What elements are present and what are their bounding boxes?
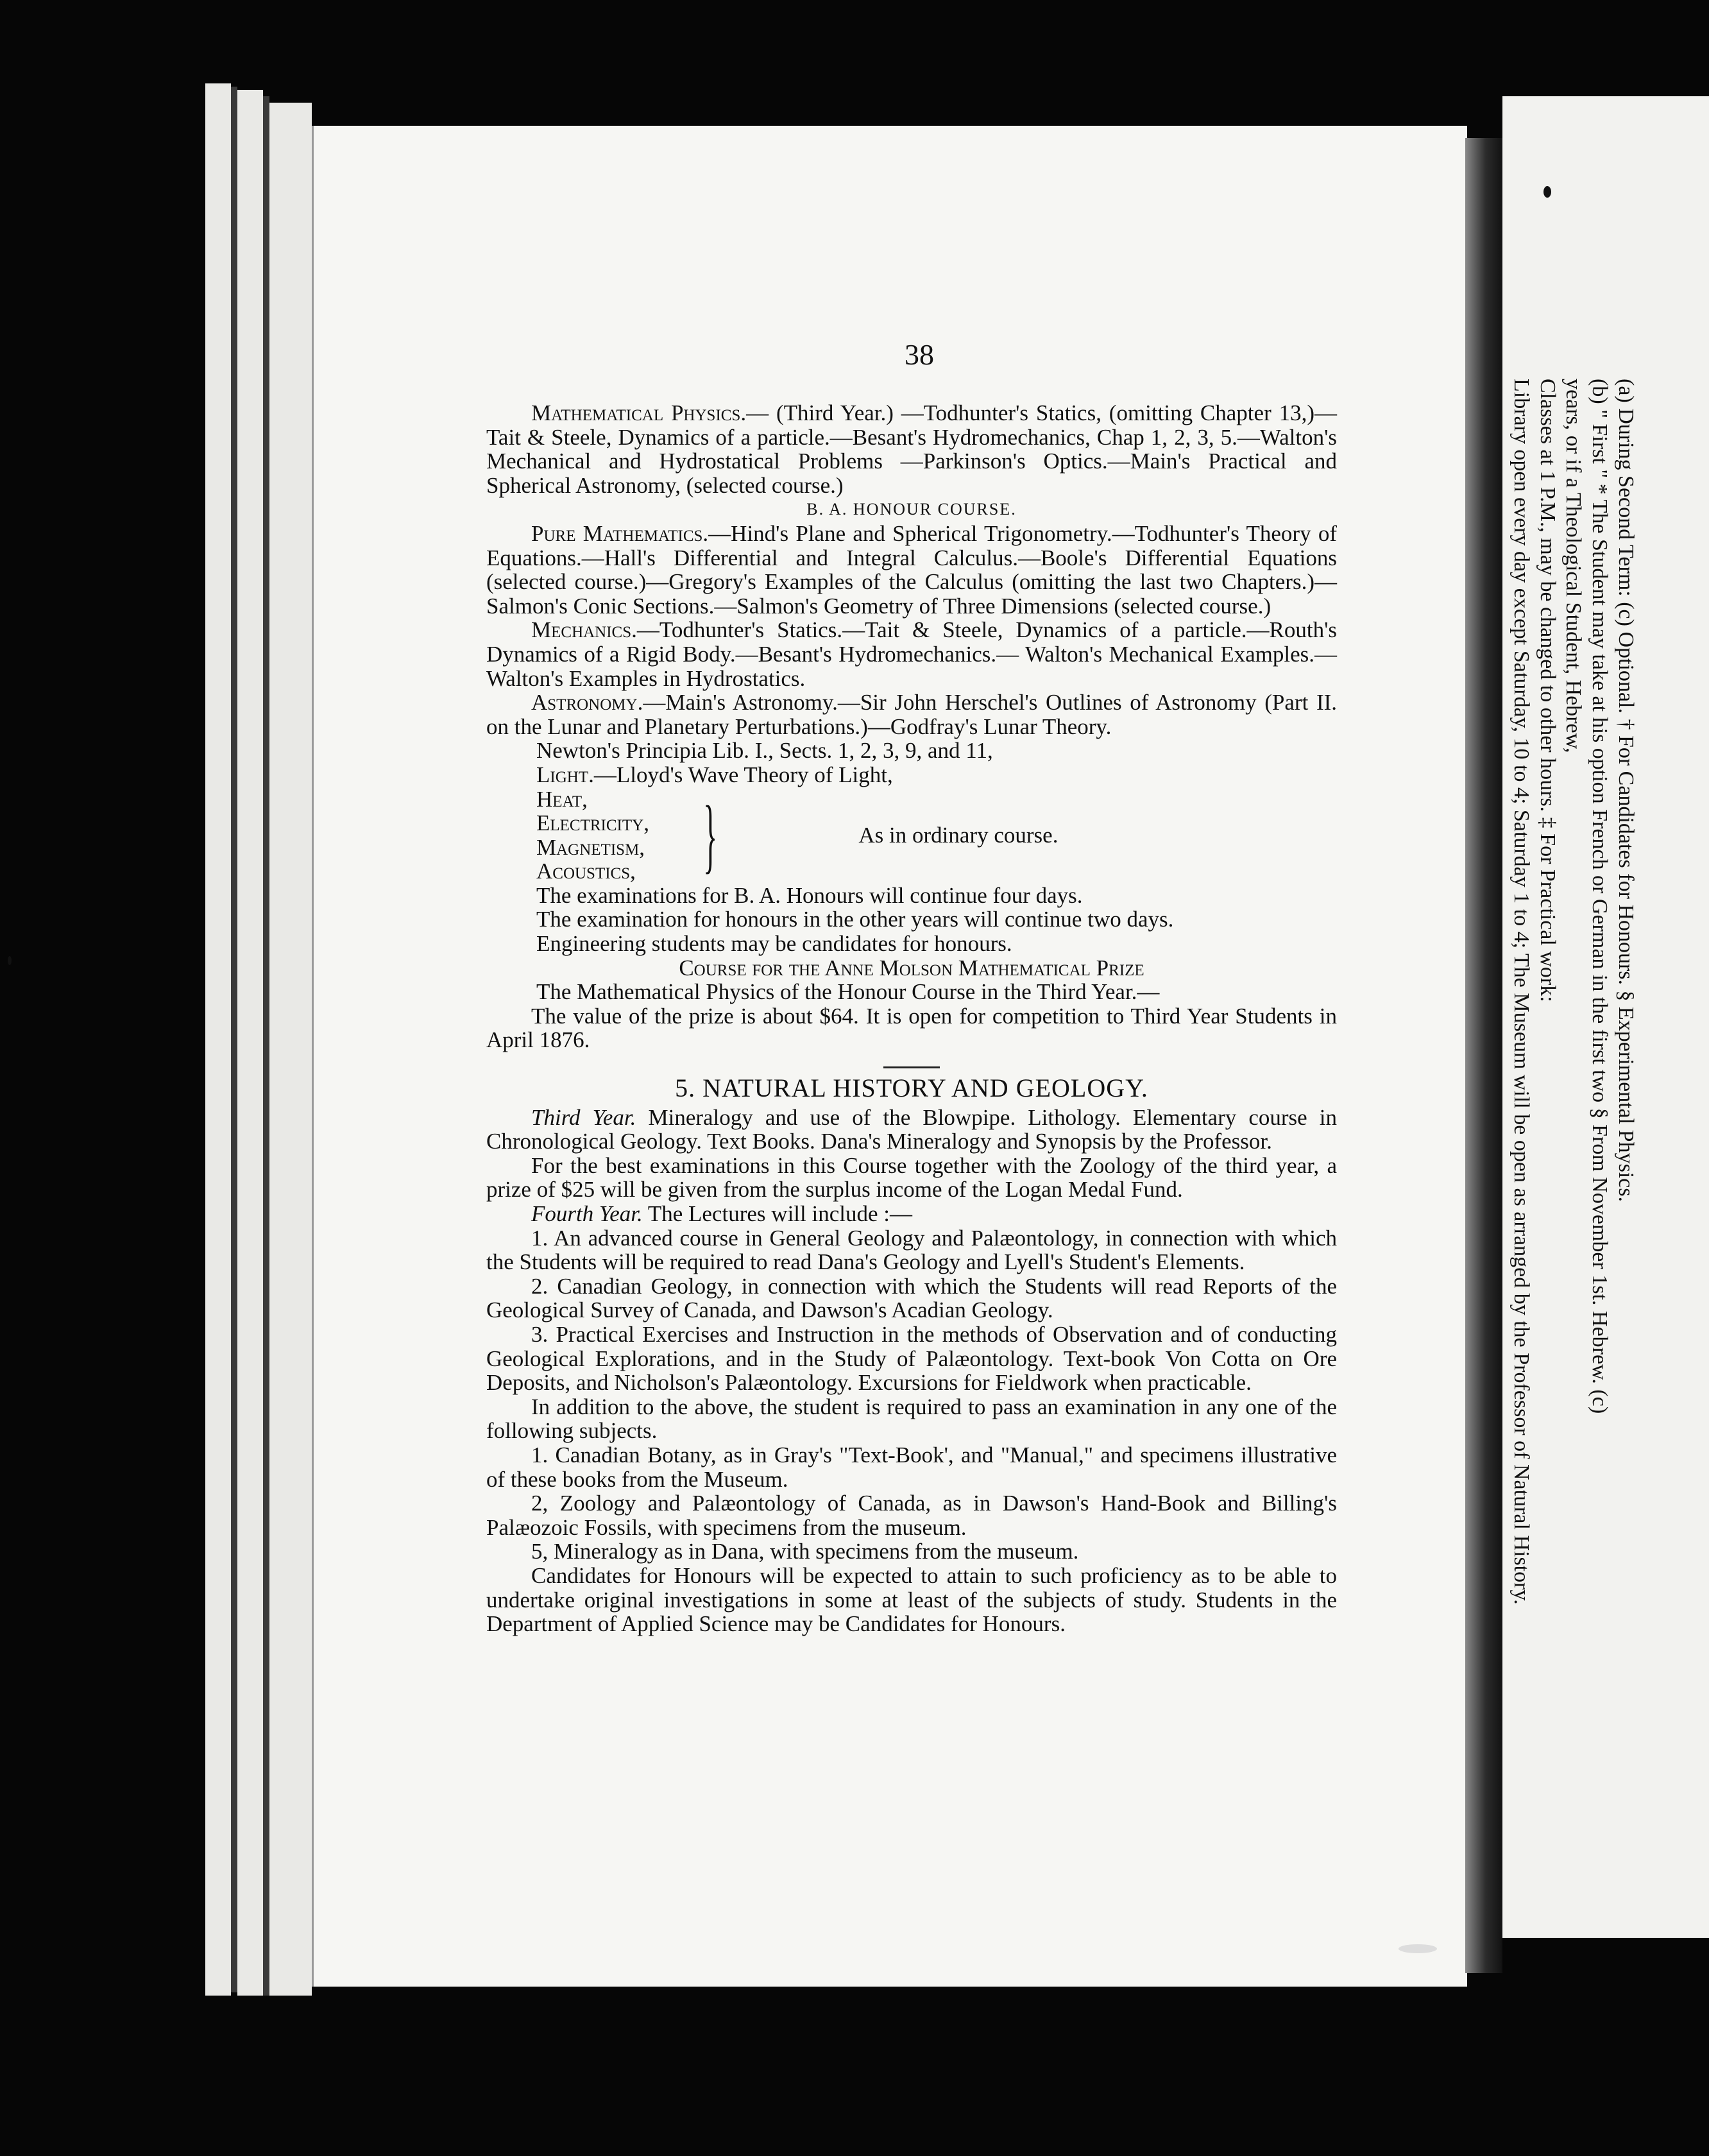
subject-acoustics: Acoustics, [536,859,636,884]
facing-page-rotated-text [1508,379,1638,1694]
anne-molson-line: The Mathematical Physics of the Honour Course in the Third Year.— [536,979,1160,1005]
subject-electricity: Electricity, [536,810,649,836]
third-year-text: Mineralogy and use of the Blowpipe. Lithology. Elementary course in Chronological Geology. Text Books. Dana's Mineralogy and Synopsis by the Professor. [486,1104,1337,1154]
facing-page-line: (b) " First " * The Student may take at his option French or German in the first two § From November 1st. Hebrew. (c) [1588,379,1612,1414]
facing-page-line: (a) During Second Term: (c) Optional. † For Candidates for Honours. § Experimental Physics. [1613,379,1638,1202]
mathematical-physics-paragraph [486,401,1337,497]
engineering-line: Engineering students may be candidates for honours. [536,931,1012,957]
light-line [536,763,1337,787]
mathematical-physics-label: Mathematical Physics. [531,400,747,425]
page-edge [237,90,263,1996]
astronomy-paragraph [486,690,1337,739]
section-divider [883,1066,940,1068]
brace-icon: } [703,789,718,882]
exam-other-line: The examination for honours in the other years will continue two days. [536,907,1174,932]
subject-item: 1. Canadian Botany, as in Gray's "Text-Book', and "Manual," and specimens illustrative of these books from the Museum. [486,1442,1337,1492]
prize-paragraph: For the best examinations in this Course together with the Zoology of the third year, a prize of $25 will be given from the surplus income of the Logan Medal Fund. [486,1152,1337,1202]
subjects-note: As in ordinary course. [858,822,1059,848]
candidates-paragraph: Candidates for Honours will be expected to attain to such proficiency as to be able to undertake original investigations in some at least of the subjects of study. Students in the Department of Applied Science may be Candidates for Honours. [486,1562,1337,1637]
subject-list [536,787,690,884]
ink-speck [8,956,12,965]
ordinary-course-subjects [536,787,1337,884]
lecture-item: 2. Canadian Geology, in connection with which the Students will read Reports of the Geological Survey of Canada, and Dawson's Acadian Geology. [486,1273,1337,1323]
mathematical-physics-text: — (Third Year.) —Todhunter's Statics, (omitting Chapter 13,)—Tait & Steele, Dynamics of a particle.—Besant's Hydromechanics, Chap 1, 2, 3, 5.—Walton's Mechanical and Hydrostatical Problems —Parkinson's Optics.—Main's Practical and Spherical Astronomy, (selected course.) [486,400,1337,498]
page-edge [231,87,237,1992]
mechanics-text: —Todhunter's Statics.—Tait & Steele, Dynamics of a particle.—Routh's Dynamics of a Rigid Body.—Besant's Hydromechanics.— Walton's Mechanical Examples.—Walton's Examples in Hydrostatics. [486,617,1337,691]
mechanics-label: Mechanics. [531,617,637,643]
pure-mathematics-paragraph [486,522,1337,618]
ba-honour-heading: B. A. HONOUR COURSE. [806,500,1017,519]
page-number: 38 [905,338,934,371]
fourth-year-paragraph [486,1202,1337,1226]
ink-speck [1543,186,1551,198]
page-edge [205,83,231,1996]
subject-heat: Heat, [536,786,588,812]
astronomy-text: —Main's Astronomy.—Sir John Herschel's Outlines of Astronomy (Part II. on the Lunar and Planetary Perturbations.)—Godfray's Lunar Theory. [486,690,1337,739]
book-gutter [1465,138,1502,1973]
astronomy-label: Astronomy. [531,690,643,715]
page-edge [269,103,312,1996]
lecture-item: 3. Practical Exercises and Instruction in the methods of Observation and of conducting Geological Explorations, and in the Study of Palæontology. Text-book Von Cotta on Ore Deposits, and Nicholson's Palæontology. Excursions for Fieldwork when practicable. [486,1321,1337,1396]
light-text: —Lloyd's Wave Theory of Light, [593,762,893,787]
fourth-year-text: The Lectures will include :— [647,1201,912,1226]
section-heading: 5. NATURAL HISTORY AND GEOLOGY. [675,1074,1148,1103]
third-year-paragraph [486,1106,1337,1154]
page-body [486,401,1337,1636]
page-edge [263,96,269,1996]
light-label: Light. [536,762,594,787]
fourth-year-label: Fourth Year. [531,1201,643,1226]
anne-molson-prize: The value of the prize is about $64. It is open for competition to Third Year Students in April 1876. [486,1003,1337,1053]
third-year-label: Third Year. [531,1104,636,1130]
mechanics-paragraph [486,618,1337,690]
subject-magnetism: Magnetism, [536,834,645,860]
ink-speck [1399,1944,1437,1953]
pure-mathematics-label: Pure Mathematics. [531,520,709,546]
facing-page-line: Classes at 1 P.M., may be changed to other hours. ‡ For Practical work: [1535,379,1560,1002]
newton-line: Newton's Principia Lib. I., Sects. 1, 2, 3, 9, and 11, [536,738,993,764]
facing-page-line: Library open every day except Saturday, 10 to 4; Saturday 1 to 4; The Museum will be open as arranged by the Professor of Natural History. [1509,379,1533,1605]
subject-item: 2, Zoology and Palæontology of Canada, as in Dawson's Hand-Book and Billing's Palæozoic Fossils, with specimens from the museum. [486,1491,1337,1540]
exam-ba-line: The examinations for B. A. Honours will continue four days. [536,882,1083,908]
addition-paragraph: In addition to the above, the student is required to pass an examination in any one of the following subjects. [486,1394,1337,1444]
lecture-item: 1. An advanced course in General Geology and Palæontology, in connection with which the Students will be required to read Dana's Geology and Lyell's Student's Elements. [486,1225,1337,1275]
pure-mathematics-text: —Hind's Plane and Spherical Trigonometry.—Todhunter's Theory of Equations.—Hall's Differential and Integral Calculus.—Boole's Differential Equations (selected course.)—Gregory's Examples of the Calculus (omitting the last two Chapters.)—Salmon's Conic Sections.—Salmon's Geometry of Three Dimensions (selected course.) [486,520,1337,619]
facing-page-line: years, or if a Theological Student, Hebrew, [1561,379,1586,753]
subject-item: 5, Mineralogy as in Dana, with specimens from the museum. [531,1539,1079,1564]
anne-molson-heading: Course for the Anne Molson Mathematical Prize [679,955,1144,980]
